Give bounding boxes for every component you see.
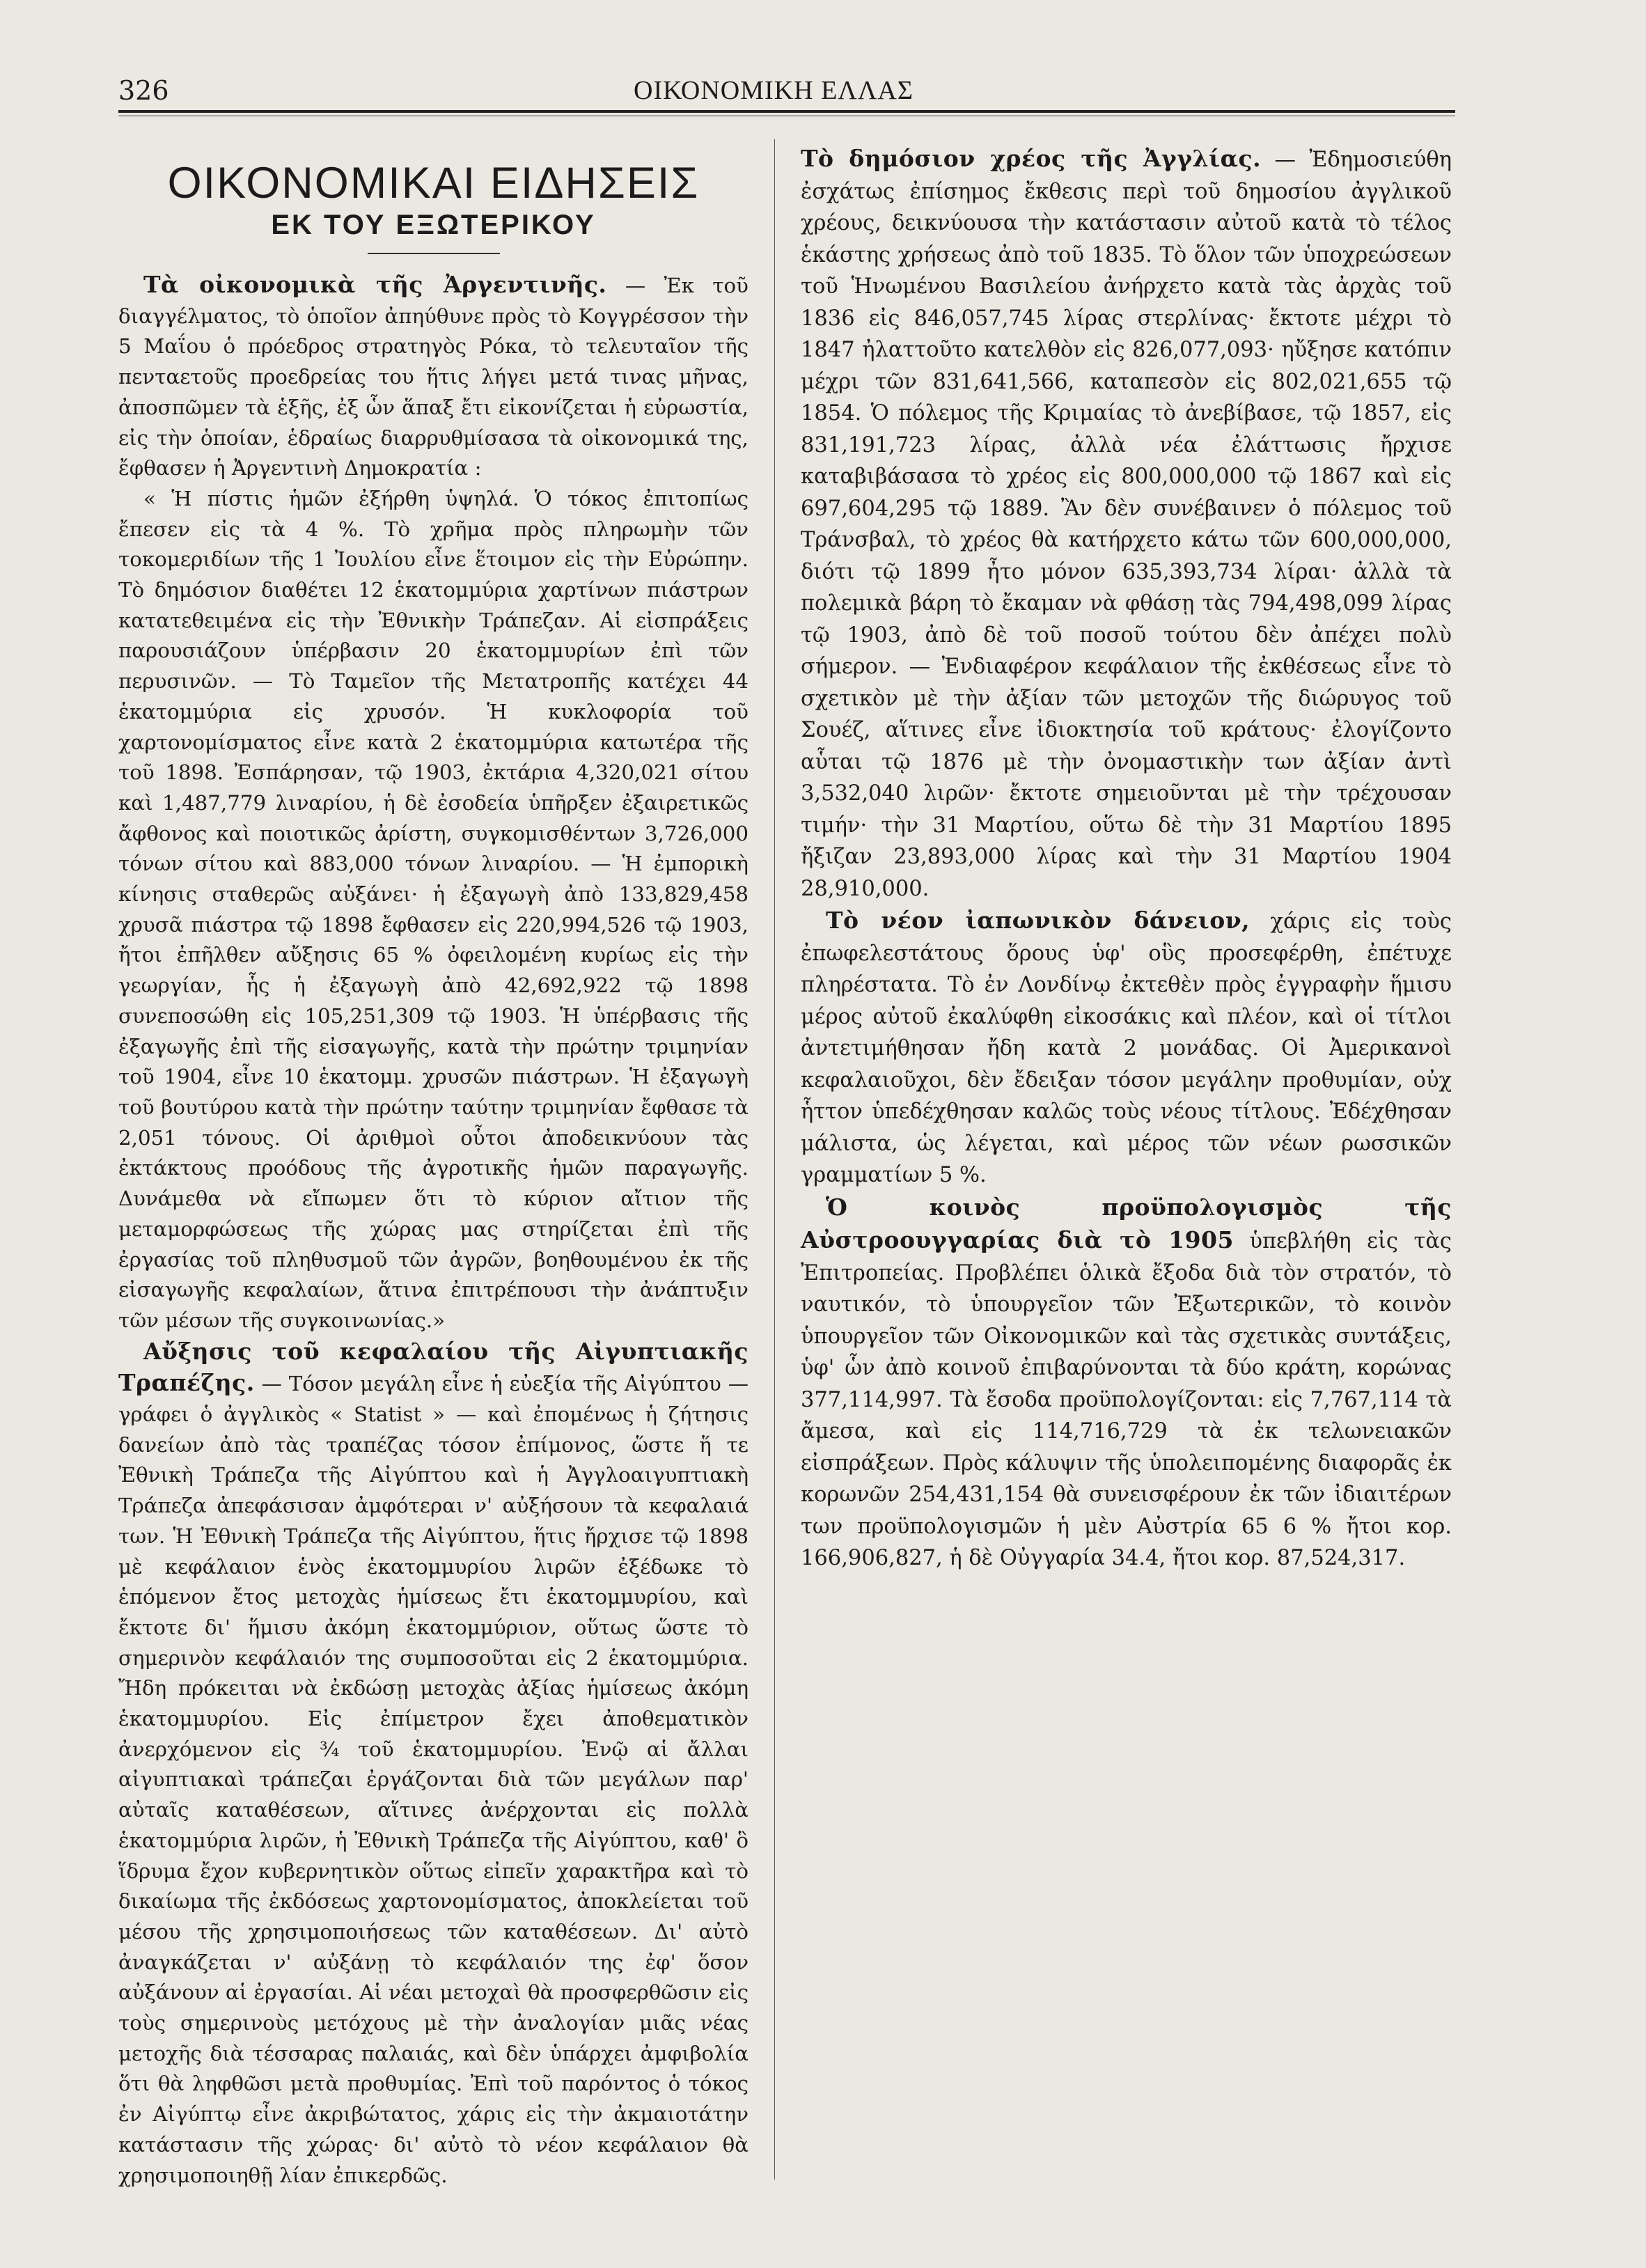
article-body: — Ἐκ τοῦ διαγγέλματος, τὸ ὁποῖον ἀπηύθυνε πρὸς τὸ Κογγρέσσον τὴν 5 Μαΐου ὁ πρόεδρος στρατηγὸς Ρόκα, τὸ τελευταῖον τῆς πενταετοῦς προεδρείας του ἥτις λήγει μετά τινας μῆνας, ἀποσπῶμεν τὰ ἑξῆς, ἐξ ὧν ἅπαξ ἔτι εἰκονίζεται ἡ εὐρωστία, εἰς τὴν ὁποίαν, ἑδραίως διαρρυθμίσασα τὰ οἰκονομικά της, ἔφθασεν ἡ Ἀργεντινὴ Δημοκρατία :	[118, 274, 748, 480]
article-argentina	[118, 269, 748, 484]
article-body: ὑπεβλήθη εἰς τὰς Ἐπιτροπείας. Προβλέπει ὁλικὰ ἔξοδα διὰ τὸν στρατόν, τὸ ναυτικόν, τὸ ὑπουργεῖον τῶν Ἐξωτερικῶν, τὸ κοινὸν ὑπουργεῖον τῶν Οἰκονομικῶν καὶ τὰς σχετικὰς συντάξεις, ὑφ' ὧν ἀπὸ κοινοῦ ἐπιβαρύνονται τὰ δύο κράτη, κορώνας 377,114,997. Τὰ ἔσοδα προϋπολογίζονται: εἰς 7,767,114 τὰ ἄμεσα, καὶ εἰς 114,716,729 τὰ ἐκ τελωνειακῶν εἰσπράξεων. Πρὸς κάλυψιν τῆς ὑπολειπομένης διαφορᾶς ἐκ κορωνῶν 254,431,154 θὰ συνεισφέρουν ἐκ τῶν ἰδιαιτέρων των προϋπολογισμῶν ἡ μὲν Αὐστρία 65 6 % ἤτοι κορ. 166,906,827, ἡ δὲ Οὐγγαρία 34.4, ἤτοι κορ. 87,524,317.	[801, 1229, 1452, 1570]
article-english-debt	[801, 143, 1452, 905]
header-rule	[118, 110, 1455, 113]
running-title: ΟΙΚΟΝΟΜΙΚΗ ΕΛΛΑΣ	[634, 76, 914, 105]
article-heading: Αὔξησις τοῦ κεφαλαίου τῆς Αἰγυπτιακῆς Τραπέζης.	[118, 1337, 748, 1397]
right-column	[801, 143, 1452, 1574]
article-heading: Τὸ δημόσιον χρέος τῆς Ἀγγλίας.	[801, 145, 1262, 172]
section-title: ΟΙΚΟΝΟΜΙΚΑΙ ΕΙΔΗΣΕΙΣ	[167, 159, 700, 208]
article-austro-budget	[801, 1191, 1452, 1574]
article-egypt-bank	[118, 1336, 748, 2191]
article-heading: Τὸ νέον ἰαπωνικὸν δάνειον,	[826, 907, 1251, 934]
article-quote: « Ἡ πίστις ἡμῶν ἐξήρθη ὑψηλά. Ὁ τόκος ἐπιτοπίως ἔπεσεν εἰς τὰ 4 %. Τὸ χρῆμα πρὸς πληρωμὴν τῶν τοκομεριδίων τῆς 1 Ἰουλίου εἶνε ἕτοιμον εἰς τὴν Εὐρώπην. Τὸ δημόσιον διαθέτει 12 ἑκατομμύρια χαρτίνων πιάστρων κατατεθειμένα εἰς τὴν Ἐθνικὴν Τράπεζαν. Αἱ εἰσπράξεις παρουσιάζουν ὑπέρβασιν 20 ἑκατομμυρίων ἐπὶ τῶν περυσινῶν. — Τὸ Ταμεῖον τῆς Μετατροπῆς κατέχει 44 ἑκατομμύρια εἰς χρυσόν. Ἡ κυκλοφορία τοῦ χαρτονομίσματος εἶνε κατὰ 2 ἑκατομμύρια κατωτέρα τῆς τοῦ 1898. Ἐσπάρησαν, τῷ 1903, ἐκτάρια 4,320,021 σίτου καὶ 1,487,779 λιναρίου, ἡ δὲ ἐσοδεία ὑπῆρξεν ἐξαιρετικῶς ἄφθονος καὶ ποιοτικῶς ἀρίστη, συγκομισθέντων 3,726,000 τόνων σίτου καὶ 883,000 τόνων λιναρίου. — Ἡ ἐμπορικὴ κίνησις σταθερῶς αὐξάνει· ἡ ἐξαγωγὴ ἀπὸ 133,829,458 χρυσᾶ πιάστρα τῷ 1898 ἔφθασεν εἰς 220,994,526 τῷ 1903, ἤτοι ἐπῆλθεν αὔξησις 65 % ὀφειλομένη κυρίως εἰς τὴν γεωργίαν, ἧς ἡ ἐξαγωγὴ ἀπὸ 42,692,922 τῷ 1898 συνεποσώθη εἰς 105,251,309 τῷ 1903. Ἡ ὑπέρβασις τῆς ἐξαγωγῆς ἐπὶ τῆς εἰσαγωγῆς, κατὰ τὴν πρώτην τριμηνίαν τοῦ 1904, εἶνε 10 ἑκατομμ. χρυσῶν πιάστρων. Ἡ ἐξαγωγὴ τοῦ βουτύρου κατὰ τὴν πρώτην ταύτην τριμηνίαν ἔφθασε τὰ 2,051 τόνους. Οἱ ἀριθμοὶ οὗτοι ἀποδεικνύουν τὰς ἐκτάκτους προόδους τῆς ἀγροτικῆς ἡμῶν παραγωγῆς. Δυνάμεθα νὰ εἴπωμεν ὅτι τὸ κύριον αἴτιον τῆς μεταμορφώσεως τῆς χώρας μας στηρίζεται ἐπὶ τῆς ἐργασίας τοῦ πληθυσμοῦ τῶν ἀγρῶν, βοηθουμένου ἐκ τῆς εἰσαγωγῆς κεφαλαίων, ἅτινα ἐπιτρέπουσι τὴν ἀνάπτυξιν τῶν μέσων τῆς συγκοινωνίας.»	[118, 486, 748, 1332]
article-heading: Ὁ κοινὸς προϋπολογισμὸς τῆς Αὐστροουγγαρίας διὰ τὸ 1905	[801, 1193, 1452, 1253]
column-divider	[774, 139, 775, 2180]
article-body: — Ἐδημοσιεύθη ἐσχάτως ἐπίσημος ἔκθεσις περὶ τοῦ δημοσίου ἀγγλικοῦ χρέους, δεικνύουσα τὴν κατάστασιν αὐτοῦ κατὰ τὸ τέλος ἑκάστης χρήσεως ἀπὸ τοῦ 1835. Τὸ ὅλον τῶν ὑποχρεώσεων τοῦ Ἡνωμένου Βασιλείου ἀνήρχετο κατὰ τὰς ἀρχὰς τοῦ 1836 εἰς 846,057,745 λίρας στερλίνας· ἔκτοτε μέχρι τὸ 1847 ἠλαττοῦτο κατελθὸν εἰς 826,077,093· ηὔξησε κατόπιν μέχρι τῶν 831,641,566, καταπεσὸν εἰς 802,021,655 τῷ 1854. Ὁ πόλεμος τῆς Κριμαίας τὸ ἀνεβίβασε, τῷ 1857, εἰς 831,191,723 λίρας, ἀλλὰ νέα ἐλάττωσις ἤρχισε καταβιβάσασα τὸ χρέος εἰς 800,000,000 τῷ 1867 καὶ εἰς 697,604,295 τῷ 1889. Ἂν δὲν συνέβαινεν ὁ πόλεμος τοῦ Τράνσβαλ, τὸ χρέος θὰ κατήρχετο κάτω τῶν 600,000,000, διότι τῷ 1899 ἦτο μόνον 635,393,734 λίραι· ἀλλὰ τὰ πολεμικὰ βάρη τὸ ἔκαμαν νὰ φθάσῃ τὰς 794,498,099 λίρας τῷ 1903, ἀπὸ δὲ τοῦ ποσοῦ τούτου δὲν ἀπέχει πολὺ σήμερον. — Ἐνδιαφέρον κεφάλαιον τῆς ἐκθέσεως εἶνε τὸ σχετικὸν μὲ τὴν ἀξίαν τῶν μετοχῶν τῆς διώρυγος τοῦ Σουέζ, αἵτινες εἶνε ἰδιοκτησία τοῦ κράτους· ἐλογίζοντο αὗται τῷ 1876 μὲ τὴν ὀνομαστικὴν των ἀξίαν ἀντὶ 3,532,040 λιρῶν· ἔκτοτε σημειοῦνται μὲ τὴν τρέχουσαν τιμήν· τὴν 31 Μαρτίου, οὕτω δὲ τὴν 31 Μαρτίου 1895 ἤξιζαν 23,893,000 λίρας καὶ τὴν 31 Μαρτίου 1904 28,910,000.	[801, 148, 1452, 901]
article-body: — Τόσον μεγάλη εἶνε ἡ εὐεξία τῆς Αἰγύπτου — γράφει ὁ ἀγγλικὸς « Statist » — καὶ ἐπομένως ἡ ζήτησις δανείων ἀπὸ τὰς τραπέζας τόσον ἐπίμονος, ὥστε ἥ τε Ἐθνικὴ Τράπεζα τῆς Αἰγύπτου καὶ ἡ Ἀγγλοαιγυπτιακὴ Τράπεζα ἀπεφάσισαν ἀμφότεραι ν' αὐξήσουν τὰ κεφαλαιά των. Ἡ Ἐθνικὴ Τράπεζα τῆς Αἰγύπτου, ἥτις ἤρχισε τῷ 1898 μὲ κεφάλαιον ἑνὸς ἑκατομμυρίου λιρῶν ἐξέδωκε τὸ ἑπόμενον ἔτος μετοχὰς ἡμίσεως ἔτι ἑκατομμυρίου, καὶ ἔκτοτε δι' ἥμισυ ἀκόμη ἑκατομμύριον, οὕτως ὥστε τὸ σημερινὸν κεφάλαιόν της συμποσοῦται εἰς 2 ἑκατομμύρια. Ἤδη πρόκειται νὰ ἐκδώσῃ μετοχὰς ἀξίας ἡμίσεως ἀκόμη ἑκατομμυρίου. Εἰς ἐπίμετρον ἔχει ἀποθεματικὸν ἀνερχόμενον εἰς ¾ τοῦ ἑκατομμυρίου. Ἐνῷ αἱ ἄλλαι αἰγυπτιακαὶ τράπεζαι ἐργάζονται διὰ τῶν μεγάλων παρ' αὐταῖς καταθέσεων, αἵτινες ἀνέρχονται εἰς πολλὰ ἑκατομμύρια λιρῶν, ἡ Ἐθνικὴ Τράπεζα τῆς Αἰγύπτου, καθ' ὃ ἵδρυμα ἔχον κυβερνητικὸν οὕτως εἰπεῖν χαρακτῆρα καὶ τὸ δικαίωμα τῆς ἐκδόσεως χαρτονομίσματος, ἀποκλείεται τοῦ μέσου τῆς χρησιμοποιήσεως τῶν καταθέσεων. Δι' αὐτὸ ἀναγκάζεται ν' αὐξάνῃ τὸ κεφάλαιόν της ἐφ' ὅσον αὐξάνουν αἱ ἐργασίαι. Αἱ νέαι μετοχαὶ θὰ προσφερθῶσιν εἰς τοὺς σημερινοὺς μετόχους μὲ τὴν ἀναλογίαν μιᾶς νέας μετοχῆς διὰ τέσσαρας παλαιάς, καὶ δὲν ὑπάρχει ἀμφιβολία ὅτι θὰ ληφθῶσι μετὰ προθυμίας. Ἐπὶ τοῦ παρόντος ὁ τόκος ἐν Αἰγύπτῳ εἶνε ἀκριβώτατος, χάρις εἰς τὴν ἀκμαιοτάτην κατάστασιν τῆς χώρας· δι' αὐτὸ τὸ νέον κεφάλαιον θὰ χρησιμοποιηθῇ λίαν ἐπικερδῶς.	[118, 1372, 748, 2187]
article-heading: Τὰ οἰκονομικὰ τῆς Ἀργεντινῆς.	[143, 271, 607, 298]
article-japanese-loan	[801, 905, 1452, 1191]
section-subtitle: ΕΚ ΤΟΥ ΕΞΩΤΕΡΙΚΟΥ	[271, 210, 596, 240]
article-body: χάρις εἰς τοὺς ἐπωφελεστάτους ὅρους ὑφ' οὓς προσεφέρθη, ἐπέτυχε πληρέστατα. Τὸ ἐν Λονδίνῳ ἐκτεθὲν πρὸς ἐγγραφὴν ἥμισυ μέρος αὐτοῦ ἐκαλύφθη εἰκοσάκις καὶ πλέον, καὶ οἱ τίτλοι ἀντετιμήθησαν ἤδη κατὰ 2 μονάδας. Οἱ Ἀμερικανοὶ κεφαλαιοῦχοι, δὲν ἔδειξαν τόσον μεγάλην προθυμίαν, οὐχ ἧττον ὑπεδέχθησαν καλῶς τοὺς νέους τίτλους. Ἐδέχθησαν μάλιστα, ὡς λέγεται, καὶ μέρος τῶν νέων ρωσσικῶν γραμματίων 5 %.	[801, 909, 1452, 1187]
title-rule	[368, 253, 500, 254]
left-column	[118, 143, 748, 2191]
page-number: 326	[118, 75, 169, 106]
